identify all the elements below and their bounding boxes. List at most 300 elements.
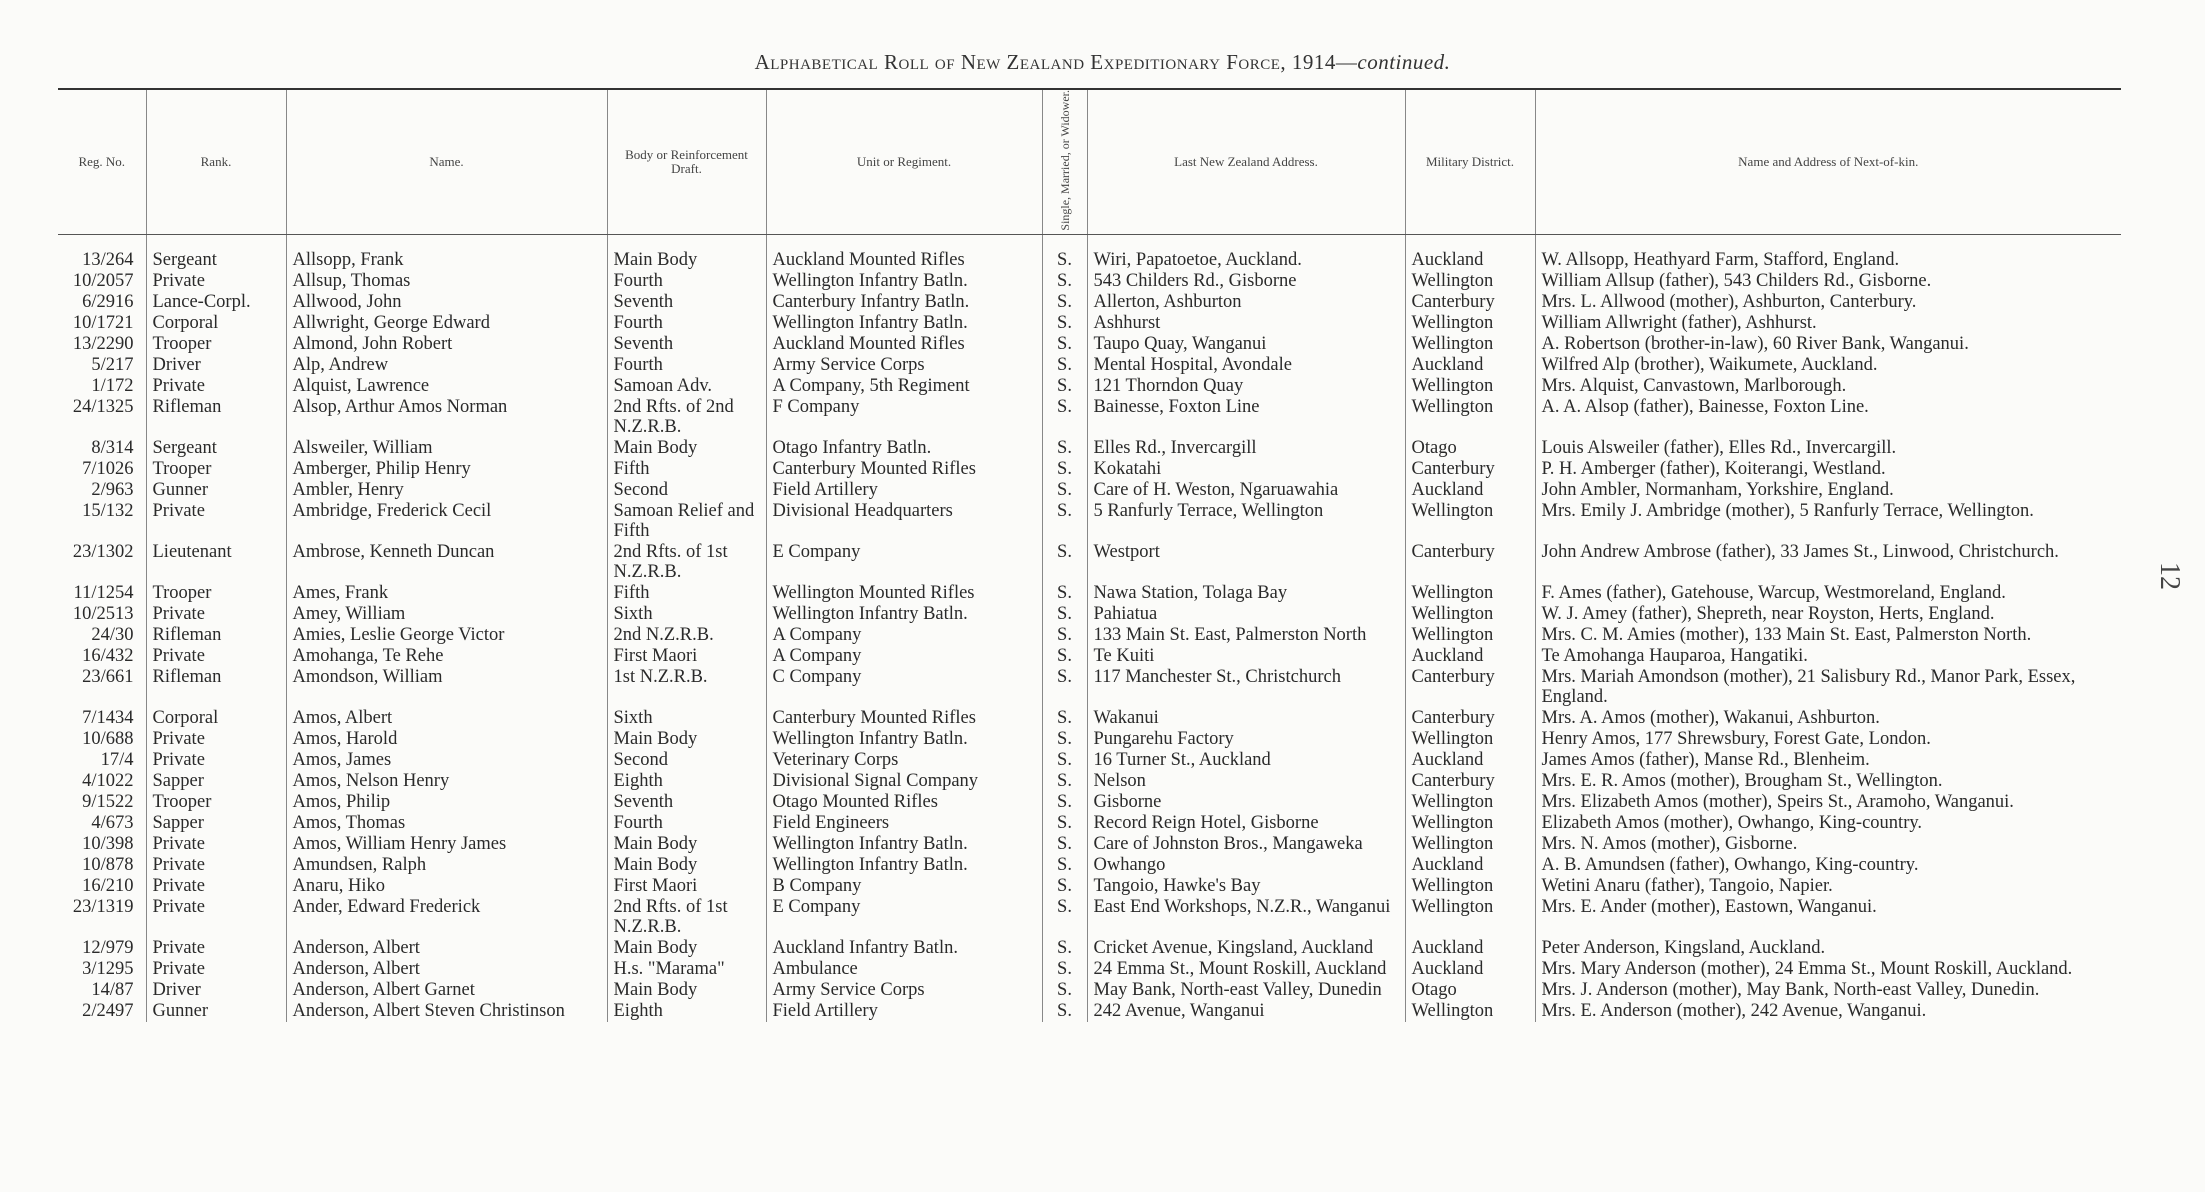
name-cell: Ander, Edward Frederick <box>286 897 607 938</box>
next-of-kin-cell: William Allwright (father), Ashhurst. <box>1535 313 2121 334</box>
table-row <box>58 625 2121 646</box>
name-cell: Amos, William Henry James <box>286 834 607 855</box>
unit-cell: Wellington Infantry Batln. <box>766 313 1042 334</box>
next-of-kin-cell: John Ambler, Normanham, Yorkshire, England. <box>1535 480 2121 501</box>
rank-cell: Private <box>146 646 286 667</box>
rank-cell: Lance-Corpl. <box>146 292 286 313</box>
body-draft-cell: Fourth <box>607 313 766 334</box>
name-cell: Amohanga, Te Rehe <box>286 646 607 667</box>
header-row <box>58 89 2121 234</box>
body-draft-cell: Sixth <box>607 604 766 625</box>
table-row <box>58 271 2121 292</box>
body-draft-cell: Fifth <box>607 459 766 480</box>
unit-cell: Army Service Corps <box>766 355 1042 376</box>
district-cell: Wellington <box>1405 271 1535 292</box>
rank-cell: Trooper <box>146 334 286 355</box>
next-of-kin-cell: F. Ames (father), Gatehouse, Warcup, Westmoreland, England. <box>1535 583 2121 604</box>
next-of-kin-cell: Elizabeth Amos (mother), Owhango, King-country. <box>1535 813 2121 834</box>
district-cell: Wellington <box>1405 792 1535 813</box>
address-cell: Record Reign Hotel, Gisborne <box>1087 813 1405 834</box>
reg-no-cell: 7/1026 <box>82 458 134 479</box>
reg-no-cell: 17/4 <box>100 749 134 770</box>
unit-cell: E Company <box>766 897 1042 938</box>
marital-status-cell: S. <box>1042 708 1087 729</box>
reg-no-cell: 10/688 <box>82 728 134 749</box>
name-cell: Amos, Albert <box>286 708 607 729</box>
rank-cell: Private <box>146 959 286 980</box>
unit-cell: B Company <box>766 876 1042 897</box>
next-of-kin-cell: Henry Amos, 177 Shrewsbury, Forest Gate, London. <box>1535 729 2121 750</box>
marital-status-cell: S. <box>1042 771 1087 792</box>
header-district: Military District. <box>1405 89 1535 234</box>
body-draft-cell: Eighth <box>607 771 766 792</box>
district-cell: Wellington <box>1405 834 1535 855</box>
table-row <box>58 834 2121 855</box>
reg-no-cell: 13/264 <box>82 249 134 270</box>
name-cell: Allsup, Thomas <box>286 271 607 292</box>
next-of-kin-cell: Mrs. Mary Anderson (mother), 24 Emma St., Mount Roskill, Auckland. <box>1535 959 2121 980</box>
next-of-kin-cell: Wetini Anaru (father), Tangoio, Napier. <box>1535 876 2121 897</box>
reg-no-cell: 10/1721 <box>72 312 134 333</box>
reg-no-cell: 2/2497 <box>82 1000 134 1021</box>
marital-status-cell: S. <box>1042 480 1087 501</box>
address-cell: Tangoio, Hawke's Bay <box>1087 876 1405 897</box>
district-cell: Auckland <box>1405 750 1535 771</box>
rank-cell: Private <box>146 855 286 876</box>
table-row <box>58 292 2121 313</box>
name-cell: Alp, Andrew <box>286 355 607 376</box>
marital-status-cell: S. <box>1042 459 1087 480</box>
marital-status-cell: S. <box>1042 750 1087 771</box>
name-cell: Anderson, Albert <box>286 938 607 959</box>
name-cell: Ambridge, Frederick Cecil <box>286 501 607 542</box>
marital-status-cell: S. <box>1042 667 1087 708</box>
marital-status-cell: S. <box>1042 542 1087 583</box>
address-cell: Care of H. Weston, Ngaruawahia <box>1087 480 1405 501</box>
next-of-kin-cell: Wilfred Alp (brother), Waikumete, Auckland. <box>1535 355 2121 376</box>
marital-status-cell: S. <box>1042 938 1087 959</box>
header-address: Last New Zealand Address. <box>1087 89 1405 234</box>
address-cell: East End Workshops, N.Z.R., Wanganui <box>1087 897 1405 938</box>
unit-cell: Field Artillery <box>766 1001 1042 1022</box>
unit-cell: A Company <box>766 646 1042 667</box>
table-row <box>58 876 2121 897</box>
reg-no-cell: 5/217 <box>91 354 134 375</box>
reg-no-cell: 4/1022 <box>82 770 134 791</box>
unit-cell: Army Service Corps <box>766 980 1042 1001</box>
body-draft-cell: Main Body <box>607 438 766 459</box>
unit-cell: Canterbury Mounted Rifles <box>766 459 1042 480</box>
reg-no-cell: 13/2290 <box>72 333 134 354</box>
address-cell: Ashhurst <box>1087 313 1405 334</box>
header-name: Name. <box>286 89 607 234</box>
roll-table <box>58 88 2121 1022</box>
district-cell: Otago <box>1405 438 1535 459</box>
unit-cell: Canterbury Mounted Rifles <box>766 708 1042 729</box>
address-cell: Pungarehu Factory <box>1087 729 1405 750</box>
marital-status-cell: S. <box>1042 646 1087 667</box>
table-row <box>58 855 2121 876</box>
reg-no-cell: 24/1325 <box>72 396 134 417</box>
header-spacer <box>58 234 2121 250</box>
reg-no-cell: 16/432 <box>82 645 134 666</box>
table-row <box>58 980 2121 1001</box>
header-status: Single, Married, or Widower. <box>1042 89 1087 234</box>
rank-cell: Corporal <box>146 708 286 729</box>
body-draft-cell: 2nd N.Z.R.B. <box>607 625 766 646</box>
address-cell: 24 Emma St., Mount Roskill, Auckland <box>1087 959 1405 980</box>
body-draft-cell: Samoan Adv. <box>607 376 766 397</box>
address-cell: Nelson <box>1087 771 1405 792</box>
name-cell: Amundsen, Ralph <box>286 855 607 876</box>
address-cell: Elles Rd., Invercargill <box>1087 438 1405 459</box>
table-row <box>58 1001 2121 1022</box>
marital-status-cell: S. <box>1042 897 1087 938</box>
next-of-kin-cell: Mrs. N. Amos (mother), Gisborne. <box>1535 834 2121 855</box>
unit-cell: Wellington Infantry Batln. <box>766 729 1042 750</box>
unit-cell: Wellington Infantry Batln. <box>766 834 1042 855</box>
table-row <box>58 708 2121 729</box>
rank-cell: Private <box>146 834 286 855</box>
district-cell: Wellington <box>1405 813 1535 834</box>
district-cell: Wellington <box>1405 583 1535 604</box>
table-row <box>58 813 2121 834</box>
district-cell: Wellington <box>1405 1001 1535 1022</box>
table-row <box>58 959 2121 980</box>
reg-no-cell: 10/2057 <box>72 270 134 291</box>
rank-cell: Sapper <box>146 771 286 792</box>
body-draft-cell: Samoan Relief and Fifth <box>607 501 766 542</box>
reg-no-cell: 15/132 <box>82 500 134 521</box>
reg-no-cell: 10/878 <box>82 854 134 875</box>
marital-status-cell: S. <box>1042 729 1087 750</box>
unit-cell: Auckland Mounted Rifles <box>766 334 1042 355</box>
unit-cell: A Company, 5th Regiment <box>766 376 1042 397</box>
next-of-kin-cell: W. J. Amey (father), Shepreth, near Royston, Herts, England. <box>1535 604 2121 625</box>
district-cell: Wellington <box>1405 397 1535 438</box>
unit-cell: Wellington Mounted Rifles <box>766 583 1042 604</box>
reg-no-cell: 2/963 <box>91 479 134 500</box>
reg-no-cell: 7/1434 <box>82 707 134 728</box>
address-cell: Nawa Station, Tolaga Bay <box>1087 583 1405 604</box>
reg-no-cell: 14/87 <box>91 979 134 1000</box>
name-cell: Amondson, William <box>286 667 607 708</box>
address-cell: Kokatahi <box>1087 459 1405 480</box>
table-row <box>58 897 2121 938</box>
rank-cell: Rifleman <box>146 397 286 438</box>
district-cell: Canterbury <box>1405 667 1535 708</box>
header-body: Body or Reinforcement Draft. <box>607 89 766 234</box>
marital-status-cell: S. <box>1042 855 1087 876</box>
body-draft-cell: First Maori <box>607 876 766 897</box>
body-draft-cell: Main Body <box>607 834 766 855</box>
unit-cell: Divisional Signal Company <box>766 771 1042 792</box>
address-cell: 543 Childers Rd., Gisborne <box>1087 271 1405 292</box>
name-cell: Anderson, Albert Garnet <box>286 980 607 1001</box>
name-cell: Almond, John Robert <box>286 334 607 355</box>
district-cell: Wellington <box>1405 625 1535 646</box>
next-of-kin-cell: Mrs. J. Anderson (mother), May Bank, North-east Valley, Dunedin. <box>1535 980 2121 1001</box>
address-cell: 5 Ranfurly Terrace, Wellington <box>1087 501 1405 542</box>
name-cell: Amey, William <box>286 604 607 625</box>
marital-status-cell: S. <box>1042 355 1087 376</box>
district-cell: Wellington <box>1405 729 1535 750</box>
rank-cell: Driver <box>146 355 286 376</box>
name-cell: Ambler, Henry <box>286 480 607 501</box>
next-of-kin-cell: Mrs. C. M. Amies (mother), 133 Main St. East, Palmerston North. <box>1535 625 2121 646</box>
rank-cell: Private <box>146 376 286 397</box>
body-draft-cell: Fourth <box>607 355 766 376</box>
address-cell: Allerton, Ashburton <box>1087 292 1405 313</box>
body-draft-cell: Seventh <box>607 334 766 355</box>
table-row <box>58 438 2121 459</box>
table-row <box>58 480 2121 501</box>
next-of-kin-cell: Peter Anderson, Kingsland, Auckland. <box>1535 938 2121 959</box>
unit-cell: Veterinary Corps <box>766 750 1042 771</box>
reg-no-cell: 3/1295 <box>82 958 134 979</box>
table-row <box>58 667 2121 708</box>
unit-cell: Ambulance <box>766 959 1042 980</box>
next-of-kin-cell: Mrs. Elizabeth Amos (mother), Speirs St., Aramoho, Wanganui. <box>1535 792 2121 813</box>
table-row <box>58 750 2121 771</box>
table-row <box>58 729 2121 750</box>
next-of-kin-cell: Te Amohanga Hauparoa, Hangatiki. <box>1535 646 2121 667</box>
rank-cell: Private <box>146 938 286 959</box>
unit-cell: Wellington Infantry Batln. <box>766 855 1042 876</box>
reg-no-cell: 24/30 <box>91 624 134 645</box>
marital-status-cell: S. <box>1042 271 1087 292</box>
marital-status-cell: S. <box>1042 583 1087 604</box>
address-cell: Wiri, Papatoetoe, Auckland. <box>1087 250 1405 271</box>
district-cell: Auckland <box>1405 938 1535 959</box>
unit-cell: Otago Mounted Rifles <box>766 792 1042 813</box>
next-of-kin-cell: Mrs. E. Anderson (mother), 242 Avenue, Wanganui. <box>1535 1001 2121 1022</box>
rank-cell: Corporal <box>146 313 286 334</box>
marital-status-cell: S. <box>1042 376 1087 397</box>
unit-cell: Divisional Headquarters <box>766 501 1042 542</box>
reg-no-cell: 10/2513 <box>72 603 134 624</box>
address-cell: Cricket Avenue, Kingsland, Auckland <box>1087 938 1405 959</box>
reg-no-cell: 8/314 <box>91 437 134 458</box>
address-cell: Wakanui <box>1087 708 1405 729</box>
next-of-kin-cell: P. H. Amberger (father), Koiterangi, Westland. <box>1535 459 2121 480</box>
name-cell: Alsop, Arthur Amos Norman <box>286 397 607 438</box>
next-of-kin-cell: Mrs. Alquist, Canvastown, Marlborough. <box>1535 376 2121 397</box>
table-row <box>58 542 2121 583</box>
rank-cell: Sergeant <box>146 250 286 271</box>
table-row <box>58 938 2121 959</box>
marital-status-cell: S. <box>1042 813 1087 834</box>
marital-status-cell: S. <box>1042 834 1087 855</box>
district-cell: Auckland <box>1405 480 1535 501</box>
address-cell: Care of Johnston Bros., Mangaweka <box>1087 834 1405 855</box>
rank-cell: Sapper <box>146 813 286 834</box>
next-of-kin-cell: William Allsup (father), 543 Childers Rd., Gisborne. <box>1535 271 2121 292</box>
rank-cell: Trooper <box>146 583 286 604</box>
unit-cell: Wellington Infantry Batln. <box>766 604 1042 625</box>
unit-cell: E Company <box>766 542 1042 583</box>
roll-body <box>58 234 2121 1022</box>
rank-cell: Private <box>146 750 286 771</box>
marital-status-cell: S. <box>1042 980 1087 1001</box>
address-cell: 121 Thorndon Quay <box>1087 376 1405 397</box>
district-cell: Wellington <box>1405 897 1535 938</box>
page-title: Alphabetical Roll of New Zealand Expeditionary Force, 1914—continued. <box>754 50 1451 74</box>
rank-cell: Private <box>146 729 286 750</box>
name-cell: Amies, Leslie George Victor <box>286 625 607 646</box>
address-cell: Mental Hospital, Avondale <box>1087 355 1405 376</box>
rank-cell: Gunner <box>146 480 286 501</box>
name-cell: Alsweiler, William <box>286 438 607 459</box>
body-draft-cell: Fifth <box>607 583 766 604</box>
marital-status-cell: S. <box>1042 959 1087 980</box>
district-cell: Wellington <box>1405 501 1535 542</box>
name-cell: Allwood, John <box>286 292 607 313</box>
district-cell: Wellington <box>1405 376 1535 397</box>
unit-cell: C Company <box>766 667 1042 708</box>
district-cell: Canterbury <box>1405 542 1535 583</box>
reg-no-cell: 23/661 <box>82 666 134 687</box>
district-cell: Auckland <box>1405 646 1535 667</box>
table-row <box>58 792 2121 813</box>
body-draft-cell: H.s. "Marama" <box>607 959 766 980</box>
name-cell: Amberger, Philip Henry <box>286 459 607 480</box>
next-of-kin-cell: John Andrew Ambrose (father), 33 James St., Linwood, Christchurch. <box>1535 542 2121 583</box>
next-of-kin-cell: A. Robertson (brother-in-law), 60 River Bank, Wanganui. <box>1535 334 2121 355</box>
unit-cell: Wellington Infantry Batln. <box>766 271 1042 292</box>
address-cell: Taupo Quay, Wanganui <box>1087 334 1405 355</box>
reg-no-cell: 9/1522 <box>82 791 134 812</box>
rank-cell: Driver <box>146 980 286 1001</box>
name-cell: Amos, Harold <box>286 729 607 750</box>
reg-no-cell: 6/2916 <box>82 291 134 312</box>
name-cell: Amos, Thomas <box>286 813 607 834</box>
header-rank: Rank. <box>146 89 286 234</box>
district-cell: Auckland <box>1405 250 1535 271</box>
table-row <box>58 334 2121 355</box>
body-draft-cell: Fourth <box>607 271 766 292</box>
body-draft-cell: 1st N.Z.R.B. <box>607 667 766 708</box>
body-draft-cell: Main Body <box>607 855 766 876</box>
reg-no-cell: 10/398 <box>82 833 134 854</box>
body-draft-cell: First Maori <box>607 646 766 667</box>
address-cell: Owhango <box>1087 855 1405 876</box>
unit-cell: Auckland Mounted Rifles <box>766 250 1042 271</box>
address-cell: Bainesse, Foxton Line <box>1087 397 1405 438</box>
marital-status-cell: S. <box>1042 501 1087 542</box>
address-cell: May Bank, North-east Valley, Dunedin <box>1087 980 1405 1001</box>
district-cell: Wellington <box>1405 876 1535 897</box>
body-draft-cell: Main Body <box>607 250 766 271</box>
address-cell: Te Kuiti <box>1087 646 1405 667</box>
rank-cell: Rifleman <box>146 667 286 708</box>
rank-cell: Trooper <box>146 459 286 480</box>
address-cell: 242 Avenue, Wanganui <box>1087 1001 1405 1022</box>
address-cell: 133 Main St. East, Palmerston North <box>1087 625 1405 646</box>
marital-status-cell: S. <box>1042 292 1087 313</box>
next-of-kin-cell: A. A. Alsop (father), Bainesse, Foxton Line. <box>1535 397 2121 438</box>
reg-no-cell: 23/1319 <box>72 896 134 917</box>
district-cell: Auckland <box>1405 355 1535 376</box>
rank-cell: Private <box>146 604 286 625</box>
district-cell: Canterbury <box>1405 459 1535 480</box>
header-kin: Name and Address of Next-of-kin. <box>1535 89 2121 234</box>
reg-no-cell: 12/979 <box>82 937 134 958</box>
table-row <box>58 313 2121 334</box>
reg-no-cell: 11/1254 <box>73 582 134 603</box>
body-draft-cell: Main Body <box>607 980 766 1001</box>
marital-status-cell: S. <box>1042 625 1087 646</box>
table-row <box>58 604 2121 625</box>
table-row <box>58 771 2121 792</box>
name-cell: Amos, Nelson Henry <box>286 771 607 792</box>
rank-cell: Private <box>146 897 286 938</box>
marital-status-cell: S. <box>1042 250 1087 271</box>
table-row <box>58 355 2121 376</box>
table-row <box>58 646 2121 667</box>
header-reg: Reg. No. <box>58 89 146 234</box>
table-row <box>58 583 2121 604</box>
district-cell: Otago <box>1405 980 1535 1001</box>
rank-cell: Private <box>146 271 286 292</box>
name-cell: Ambrose, Kenneth Duncan <box>286 542 607 583</box>
name-cell: Anaru, Hiko <box>286 876 607 897</box>
body-draft-cell: Main Body <box>607 938 766 959</box>
district-cell: Canterbury <box>1405 708 1535 729</box>
unit-cell: Otago Infantry Batln. <box>766 438 1042 459</box>
next-of-kin-cell: Mrs. E. R. Amos (mother), Brougham St., Wellington. <box>1535 771 2121 792</box>
body-draft-cell: 2nd Rfts. of 1st N.Z.R.B. <box>607 897 766 938</box>
next-of-kin-cell: Louis Alsweiler (father), Elles Rd., Invercargill. <box>1535 438 2121 459</box>
name-cell: Amos, Philip <box>286 792 607 813</box>
table-row <box>58 397 2121 438</box>
district-cell: Auckland <box>1405 855 1535 876</box>
district-cell: Auckland <box>1405 959 1535 980</box>
rank-cell: Lieutenant <box>146 542 286 583</box>
marital-status-cell: S. <box>1042 334 1087 355</box>
marital-status-cell: S. <box>1042 313 1087 334</box>
body-draft-cell: Eighth <box>607 1001 766 1022</box>
next-of-kin-cell: Mrs. L. Allwood (mother), Ashburton, Canterbury. <box>1535 292 2121 313</box>
body-draft-cell: 2nd Rfts. of 2nd N.Z.R.B. <box>607 397 766 438</box>
rank-cell: Rifleman <box>146 625 286 646</box>
unit-cell: A Company <box>766 625 1042 646</box>
page-number: 12 <box>2154 562 2185 590</box>
table-row <box>58 501 2121 542</box>
next-of-kin-cell: Mrs. E. Ander (mother), Eastown, Wanganui. <box>1535 897 2121 938</box>
marital-status-cell: S. <box>1042 397 1087 438</box>
district-cell: Wellington <box>1405 334 1535 355</box>
reg-no-cell: 4/673 <box>91 812 134 833</box>
body-draft-cell: Seventh <box>607 292 766 313</box>
next-of-kin-cell: James Amos (father), Manse Rd., Blenheim. <box>1535 750 2121 771</box>
body-draft-cell: Seventh <box>607 792 766 813</box>
table-row <box>58 376 2121 397</box>
next-of-kin-cell: Mrs. A. Amos (mother), Wakanui, Ashburton. <box>1535 708 2121 729</box>
unit-cell: Field Artillery <box>766 480 1042 501</box>
reg-no-cell: 16/210 <box>82 875 134 896</box>
body-draft-cell: Second <box>607 750 766 771</box>
marital-status-cell: S. <box>1042 792 1087 813</box>
name-cell: Allwright, George Edward <box>286 313 607 334</box>
rank-cell: Private <box>146 876 286 897</box>
address-cell: 117 Manchester St., Christchurch <box>1087 667 1405 708</box>
rank-cell: Trooper <box>146 792 286 813</box>
header-unit: Unit or Regiment. <box>766 89 1042 234</box>
reg-no-cell: 1/172 <box>91 375 134 396</box>
name-cell: Allsopp, Frank <box>286 250 607 271</box>
body-draft-cell: Main Body <box>607 729 766 750</box>
